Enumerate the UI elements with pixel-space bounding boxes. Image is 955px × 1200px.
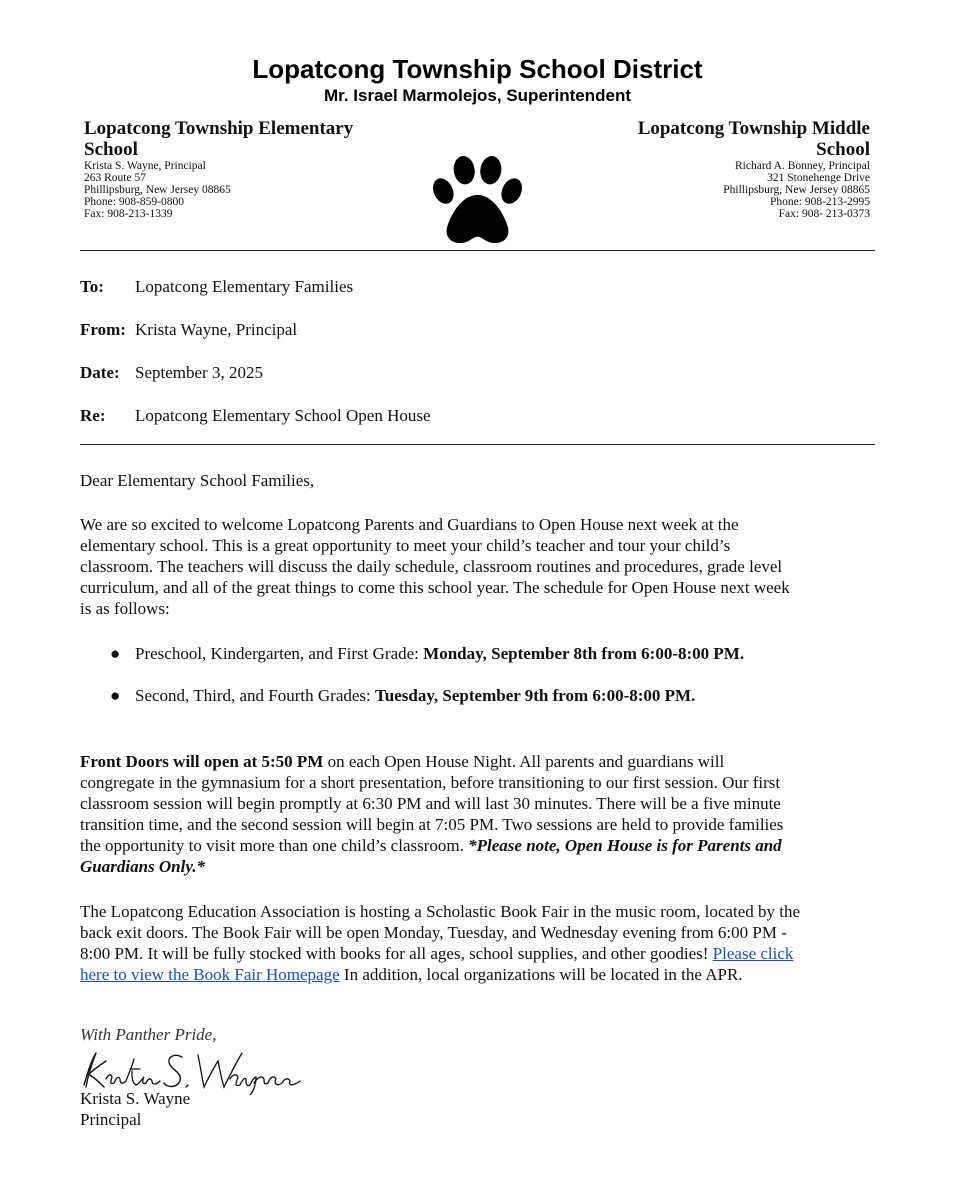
memo-re-value: Lopatcong Elementary School Open House: [135, 406, 431, 425]
middle-principal: Richard A. Bonney, Principal: [735, 160, 870, 172]
elementary-school-name: Lopatcong Township Elementary: [84, 118, 354, 139]
bullet-icon: ●: [110, 686, 121, 705]
doors-paragraph: [80, 751, 880, 877]
middle-school-name: Lopatcong Township Middle: [637, 118, 870, 139]
signature-stroke: [198, 1053, 300, 1095]
doors-line: [80, 835, 880, 856]
bookfair-line: [80, 964, 880, 985]
doors-open-time: Front Doors will open at 5:50 PM: [80, 752, 324, 771]
superintendent-line: Mr. Israel Marmolejos, Superintendent: [323, 86, 632, 105]
signature-stroke: [106, 1059, 160, 1085]
memo-from-label: From:: [80, 320, 126, 339]
elementary-school-name-cont: School: [84, 139, 138, 160]
paw-pad-icon: [447, 195, 509, 243]
bullet-text: [135, 643, 744, 664]
paw-toe-icon: [497, 175, 525, 207]
signature-stroke: [84, 1053, 106, 1087]
doors-text: on each Open House Night. All parents and guardians will: [323, 752, 725, 771]
signer-name: Krista S. Wayne: [80, 1089, 191, 1108]
doors-text: the opportunity to visit more than one child’s classroom.: [80, 836, 469, 855]
bookfair-text: In addition, local organizations will be located in the APR.: [339, 965, 743, 984]
elementary-school-block: [84, 118, 424, 220]
book-fair-paragraph: [80, 901, 880, 985]
book-fair-link-cont[interactable]: here to view the Book Fair Homepage: [80, 965, 340, 984]
paw-toe-icon: [452, 155, 477, 186]
memo-date-label: Date:: [80, 363, 120, 382]
bookfair-line: [80, 943, 880, 964]
intro-line: elementary school. This is a great opportunity to meet your child’s teacher and tour your child’s: [80, 536, 731, 555]
middle-phone: Phone: 908-213-2995: [770, 196, 870, 208]
doors-line: transition time, and the second session will begin at 7:05 PM. Two sessions are held to provide families: [80, 815, 784, 834]
memo-from-value: Krista Wayne, Principal: [135, 320, 298, 339]
memo-date-value: September 3, 2025: [135, 363, 263, 382]
paw-print-logo: [430, 155, 525, 250]
middle-address: 321 Stonehenge Drive: [767, 172, 870, 184]
bullet-label: Preschool, Kindergarten, and First Grade:: [135, 644, 424, 663]
elementary-principal: Krista S. Wayne, Principal: [84, 160, 206, 172]
elementary-phone: Phone: 908-859-0800: [84, 196, 184, 208]
paw-toe-icon: [430, 175, 458, 207]
bookfair-line: The Lopatcong Education Association is hosting a Scholastic Book Fair in the music room, located by the: [80, 902, 801, 921]
doors-line: [80, 751, 880, 772]
intro-line: is as follows:: [80, 599, 170, 618]
parents-only-note-cont: Guardians Only.*: [80, 857, 206, 876]
bullet-date: Tuesday, September 9th from 6:00-8:00 PM.: [375, 686, 696, 705]
header-divider: [80, 250, 875, 251]
middle-school-block: [550, 118, 870, 220]
memo-divider: [80, 444, 875, 445]
paw-toe-icon: [478, 155, 503, 186]
middle-school-name-cont: School: [816, 139, 870, 160]
elementary-fax: Fax: 908-213-1339: [84, 208, 173, 220]
district-title: Lopatcong Township School District: [252, 54, 703, 84]
memo-to-value: Lopatcong Elementary Families: [135, 277, 354, 296]
book-fair-link[interactable]: Please click: [712, 944, 794, 963]
signature-stroke: [164, 1055, 188, 1087]
doors-line: classroom session will begin promptly at 6:30 PM and will last 30 minutes. There will be a five minute: [80, 794, 781, 813]
memo-to-label: To:: [80, 277, 104, 296]
closing-valediction: With Panther Pride,: [80, 1025, 217, 1044]
bullet-date: Monday, September 8th from 6:00-8:00 PM.: [423, 644, 745, 663]
doors-line: [80, 856, 880, 877]
bullet-text: [135, 685, 695, 706]
bullet-icon: ●: [110, 644, 121, 663]
bookfair-text: 8:00 PM. It will be fully stocked with books for all ages, school supplies, and other goodies!: [80, 944, 713, 963]
memo-re-label: Re:: [80, 406, 106, 425]
bullet-label: Second, Third, and Fourth Grades:: [135, 686, 376, 705]
middle-fax: Fax: 908- 213-0373: [778, 208, 870, 220]
intro-line: curriculum, and all of the great things to come this school year. The schedule for Open House next week: [80, 578, 790, 597]
middle-city: Phillipsburg, New Jersey 08865: [723, 184, 870, 196]
elementary-city: Phillipsburg, New Jersey 08865: [84, 184, 231, 196]
signer-title: Principal: [80, 1110, 142, 1129]
doors-line: congregate in the gymnasium for a short presentation, before transitioning to our first session. Our first: [80, 773, 781, 792]
intro-line: classroom. The teachers will discuss the daily schedule, classroom routines and procedures, grade level: [80, 557, 783, 576]
handwritten-signature: [78, 1045, 308, 1095]
intro-line: We are so excited to welcome Lopatcong Parents and Guardians to Open House next week at the: [80, 515, 739, 534]
bookfair-line: back exit doors. The Book Fair will be open Monday, Tuesday, and Wednesday evening from 6:00 PM -: [80, 923, 787, 942]
parents-only-note: *Please note, Open House is for Parents and: [468, 836, 782, 855]
intro-paragraph: [80, 514, 880, 619]
elementary-address: 263 Route 57: [84, 172, 146, 184]
greeting: Dear Elementary School Families,: [80, 471, 315, 490]
